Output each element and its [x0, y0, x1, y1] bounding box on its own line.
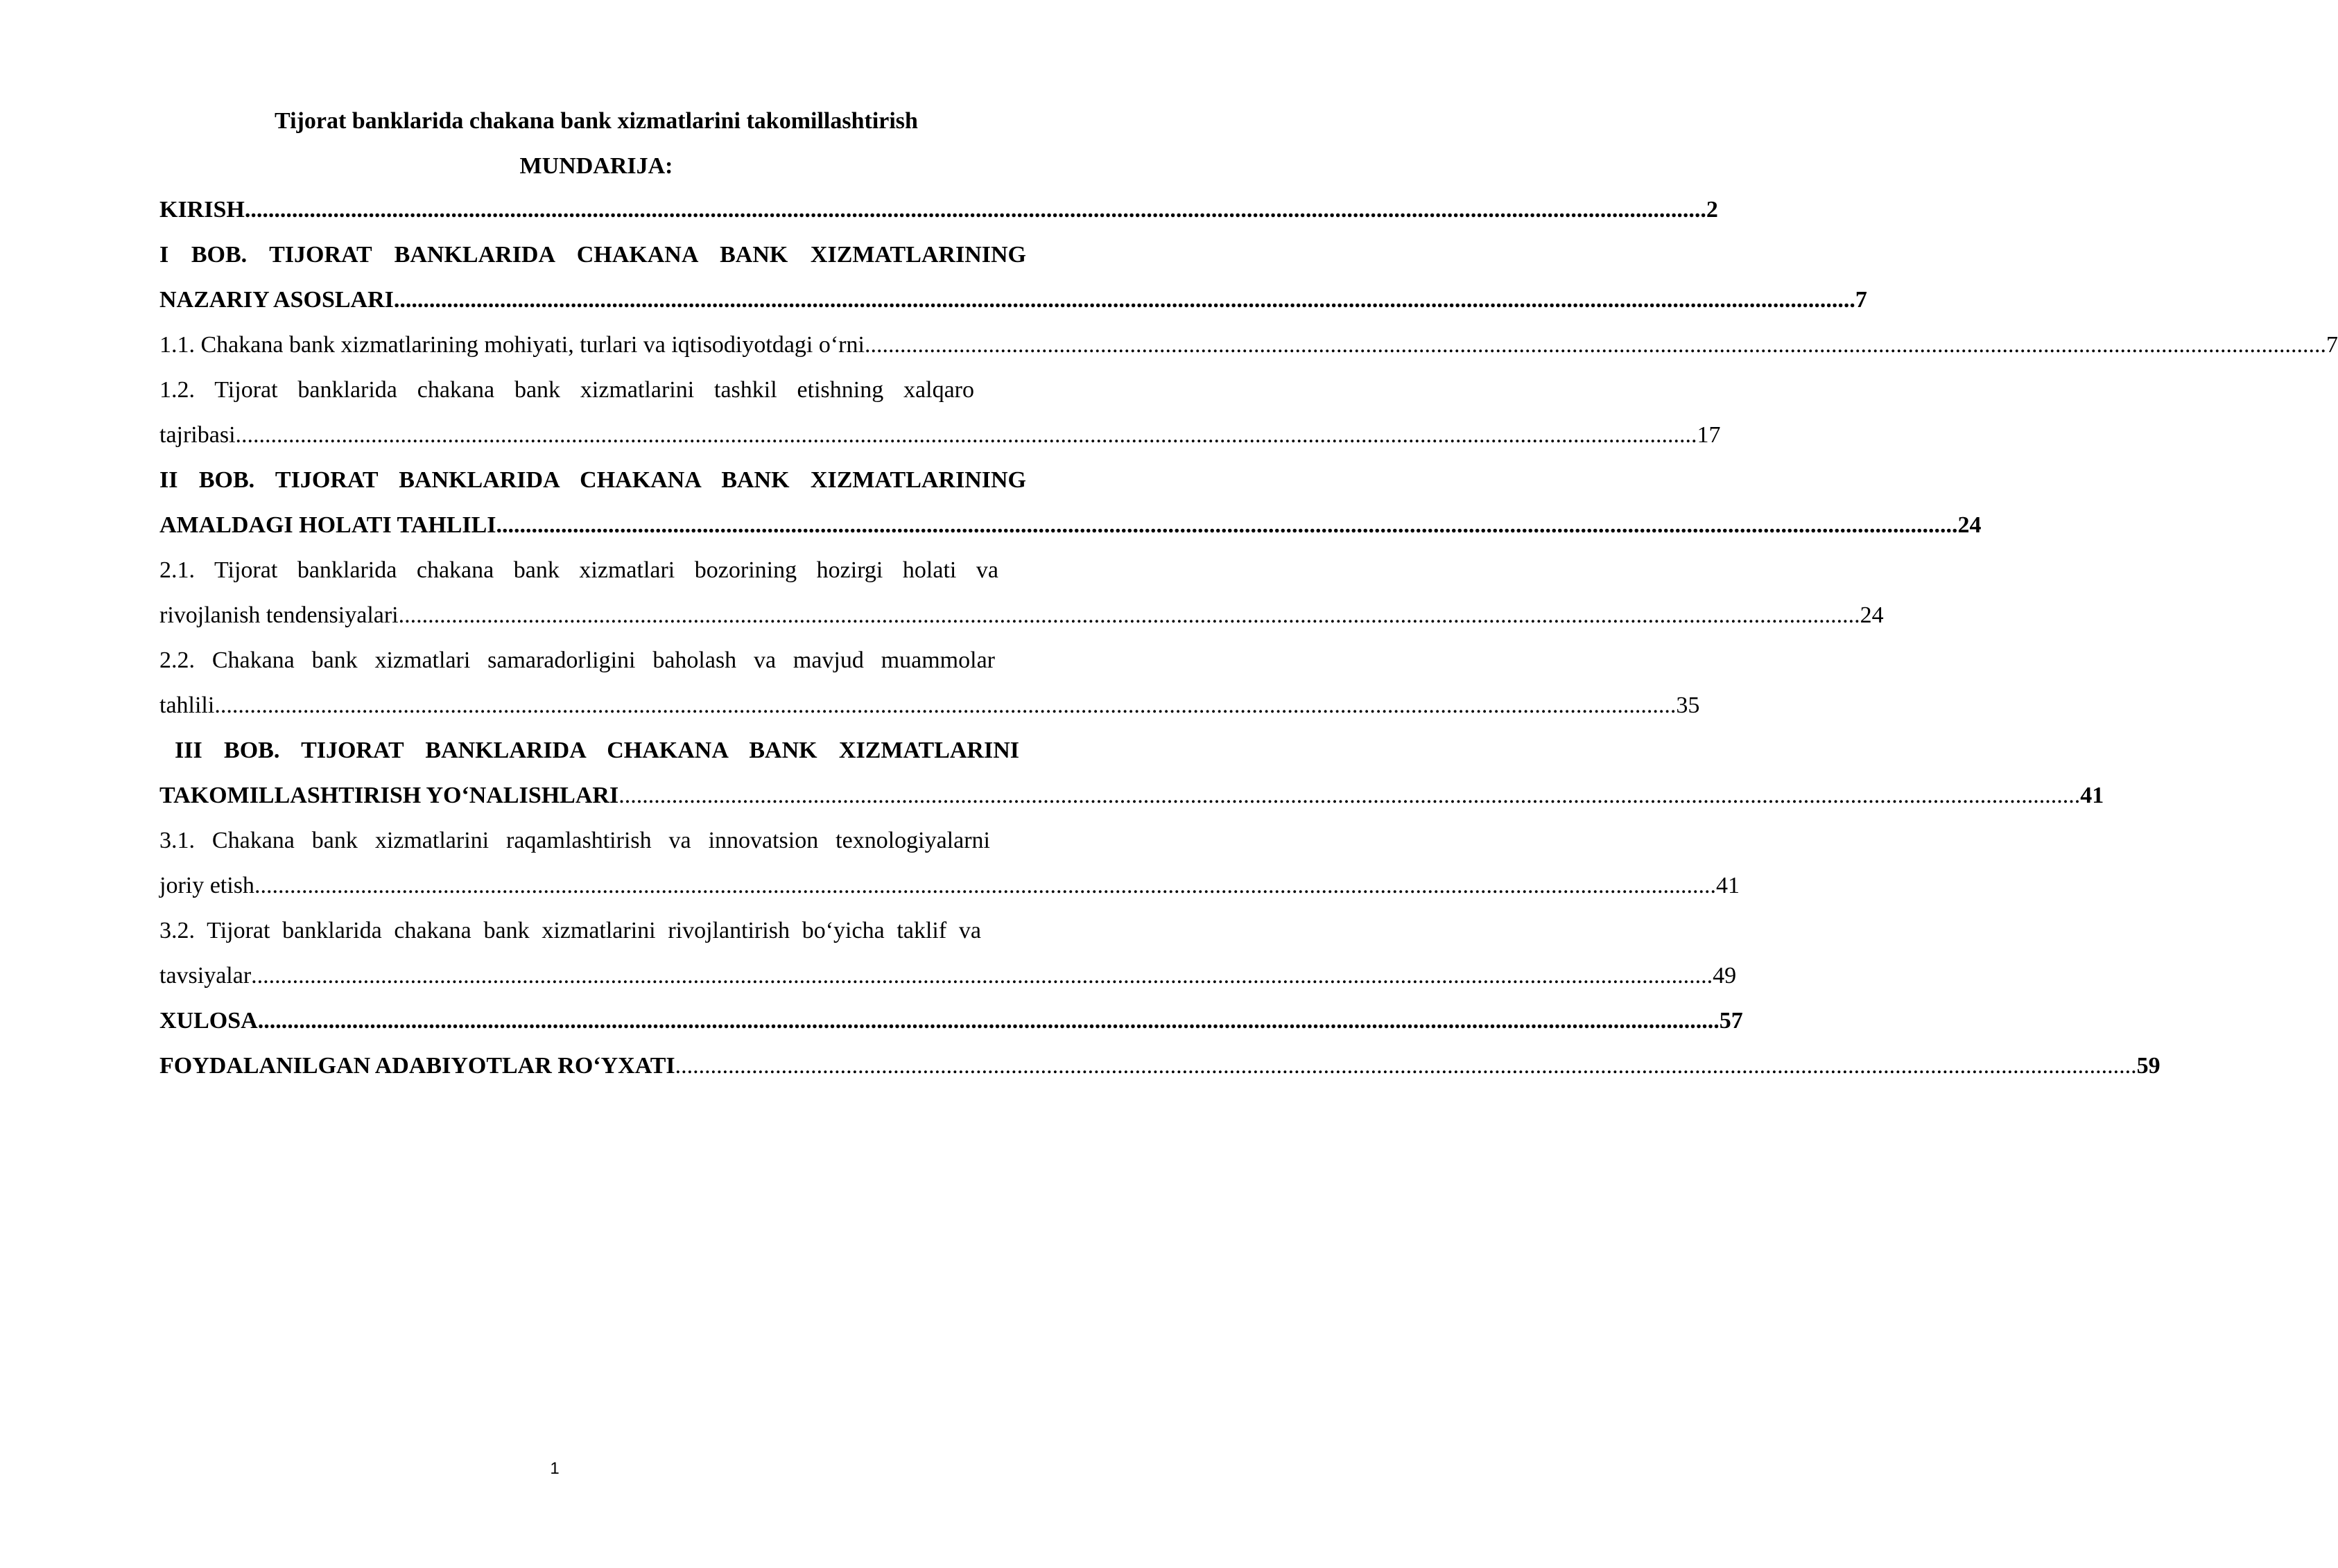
toc-entry-page: 41	[1715, 873, 1740, 898]
toc-leader-dots	[618, 773, 2080, 818]
toc-entry-2-1	[159, 593, 1884, 638]
toc-entry-1-1	[159, 322, 2338, 367]
toc-leader-dots	[258, 998, 1720, 1043]
table-of-contents	[159, 187, 2338, 1088]
toc-entry-chapter-2	[159, 503, 1982, 548]
toc-entry-1-2	[159, 412, 1721, 458]
toc-entry-title: tavsiyalar	[159, 963, 252, 988]
toc-entry-title: AMALDAGI HOLATI TAHLILI	[159, 512, 496, 538]
document-title: Tijorat banklarida chakana bank xizmatlarini takomillashtirish	[275, 108, 918, 134]
toc-leader-dots	[399, 593, 1860, 638]
toc-entry-2-2	[159, 683, 1700, 728]
toc-leader-dots	[214, 683, 1676, 728]
toc-entry-kirish	[159, 187, 1718, 232]
toc-entry-page: 7	[1855, 287, 1867, 313]
toc-section-2-1-line1: 2.1. Tijorat banklarida chakana bank xizmatlari bozorining hozirgi holati va	[159, 557, 998, 583]
toc-entry-3-2	[159, 953, 1737, 998]
toc-entry-page: 57	[1719, 1008, 1743, 1034]
toc-entry-xulosa	[159, 998, 1743, 1043]
toc-entry-title: KIRISH	[159, 197, 245, 223]
toc-section-2-2-line1: 2.2. Chakana bank xizmatlari samaradorligini baholash va mavjud muammolar	[159, 647, 995, 673]
toc-leader-dots	[675, 1043, 2137, 1088]
toc-entry-title: NAZARIY ASOSLARI	[159, 287, 394, 313]
toc-entry-title: FOYDALANILGAN ADABIYOTLAR RO‘YXATI	[159, 1053, 675, 1079]
toc-entry-page: 35	[1676, 692, 1700, 718]
toc-entry-title: rivojlanish tendensiyalari	[159, 602, 399, 628]
toc-entry-3-1	[159, 863, 1740, 908]
toc-section-1-2-line1: 1.2. Tijorat banklarida chakana bank xizmatlarini tashkil etishning xalqaro	[159, 377, 974, 403]
toc-leader-dots	[496, 503, 1958, 548]
toc-entry-page: 7	[2326, 332, 2338, 358]
toc-entry-chapter-1	[159, 277, 1867, 322]
toc-leader-dots	[236, 412, 1697, 458]
toc-heading: MUNDARIJA:	[519, 153, 673, 179]
toc-chapter-1-line1: I BOB. TIJORAT BANKLARIDA CHAKANA BANK XIZMATLARINING	[159, 242, 1026, 268]
toc-entry-title: joriy etish	[159, 873, 254, 898]
toc-entry-title: XULOSA	[159, 1008, 258, 1034]
toc-leader-dots	[254, 863, 1716, 908]
toc-leader-dots	[394, 277, 1855, 322]
toc-leader-dots	[251, 953, 1713, 998]
toc-entry-page: 24	[1957, 512, 1982, 538]
page-number: 1	[550, 1459, 560, 1478]
toc-entry-title: TAKOMILLASHTIRISH YO‘NALISHLARI	[159, 783, 619, 808]
toc-entry-references	[159, 1043, 2161, 1088]
toc-entry-page: 17	[1697, 422, 1721, 448]
toc-entry-chapter-3	[159, 773, 2104, 818]
toc-entry-page: 41	[2080, 783, 2104, 808]
toc-entry-title: tajribasi	[159, 422, 236, 448]
toc-leader-dots	[865, 322, 2326, 367]
toc-entry-title: 1.1. Chakana bank xizmatlarining mohiyati, turlari va iqtisodiyotdagi o‘rni	[159, 332, 865, 358]
toc-entry-page: 2	[1706, 197, 1718, 223]
toc-leader-dots	[245, 187, 1706, 232]
toc-entry-page: 49	[1713, 963, 1737, 988]
toc-entry-page: 59	[2136, 1053, 2161, 1079]
toc-section-3-2-line1: 3.2. Tijorat banklarida chakana bank xizmatlarini rivojlantirish bo‘yicha taklif va	[159, 918, 981, 943]
toc-section-3-1-line1: 3.1. Chakana bank xizmatlarini raqamlashtirish va innovatsion texnologiyalarni	[159, 828, 990, 853]
toc-entry-page: 24	[1860, 602, 1884, 628]
toc-entry-title: tahlili	[159, 692, 215, 718]
toc-chapter-3-line1: III BOB. TIJORAT BANKLARIDA CHAKANA BANK XIZMATLARINI	[175, 738, 1019, 763]
toc-chapter-2-line1: II BOB. TIJORAT BANKLARIDA CHAKANA BANK XIZMATLARINING	[159, 467, 1026, 493]
